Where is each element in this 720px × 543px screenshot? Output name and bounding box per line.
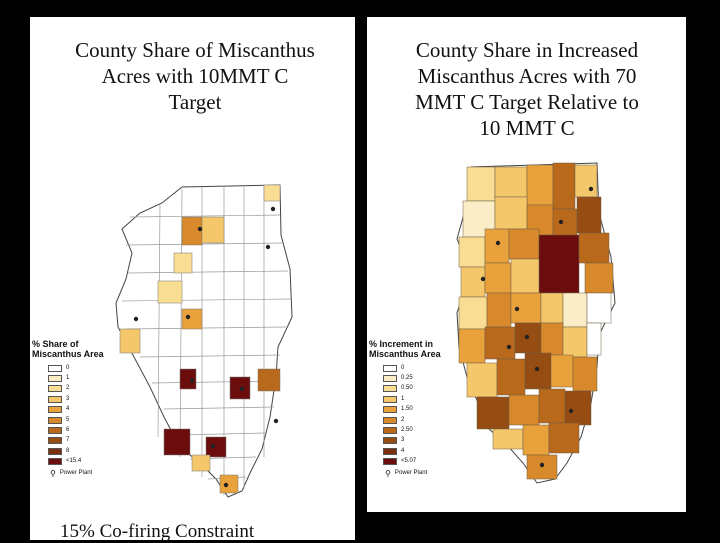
left-legend xyxy=(32,339,104,478)
legend-swatch xyxy=(383,385,397,392)
county xyxy=(158,281,182,303)
legend-label: 3 xyxy=(401,437,405,444)
legend-row xyxy=(48,446,104,456)
legend-swatch xyxy=(383,396,397,403)
legend-row xyxy=(383,384,441,394)
legend-swatch xyxy=(48,406,62,413)
county xyxy=(182,309,202,329)
right-power-plant-label: Power Plant xyxy=(394,469,428,476)
legend-swatch xyxy=(383,448,397,455)
legend-label: 5 xyxy=(66,416,70,423)
legend-label: 4 xyxy=(66,406,70,413)
legend-row xyxy=(48,363,104,373)
legend-swatch xyxy=(383,427,397,434)
legend-row xyxy=(48,373,104,383)
county xyxy=(220,475,238,493)
legend-row xyxy=(383,436,441,446)
legend-label: 7 xyxy=(66,437,70,444)
county xyxy=(258,369,280,391)
legend-row xyxy=(383,425,441,435)
legend-row xyxy=(383,363,441,373)
legend-swatch xyxy=(48,365,62,372)
legend-label: 0.25 xyxy=(401,375,413,382)
legend-label: 0 xyxy=(66,364,70,371)
legend-label: <5.07 xyxy=(401,458,417,465)
legend-row xyxy=(48,394,104,404)
legend-row xyxy=(48,425,104,435)
power-plant-icon: ⚲ xyxy=(385,468,391,478)
county xyxy=(180,369,196,389)
right-map-panel xyxy=(367,17,686,512)
legend-label: 2 xyxy=(401,416,405,423)
legend-label: 0 xyxy=(401,364,405,371)
legend-row xyxy=(48,436,104,446)
county xyxy=(264,185,280,201)
legend-swatch xyxy=(383,437,397,444)
caption: 15% Co-firing Constraint xyxy=(60,521,255,542)
legend-label: 3 xyxy=(66,395,70,402)
legend-swatch xyxy=(383,458,397,465)
county xyxy=(164,429,190,455)
legend-swatch xyxy=(48,375,62,382)
legend-row xyxy=(383,446,441,456)
legend-swatch xyxy=(383,375,397,382)
county xyxy=(192,455,210,471)
right-legend xyxy=(369,339,441,478)
legend-swatch xyxy=(383,406,397,413)
left-power-plant-label: Power Plant xyxy=(59,469,93,476)
legend-swatch xyxy=(48,437,62,444)
legend-label: 2 xyxy=(66,385,70,392)
county xyxy=(206,437,226,457)
legend-swatch xyxy=(48,458,62,465)
power-plant-icon: ⚲ xyxy=(50,468,56,478)
legend-label: 0.50 xyxy=(401,385,413,392)
county xyxy=(230,377,250,399)
legend-row xyxy=(383,415,441,425)
county xyxy=(182,217,202,245)
left-legend-title: % Share of Miscanthus Area xyxy=(32,339,104,359)
legend-label: <15.4 xyxy=(66,458,82,465)
legend-swatch xyxy=(383,365,397,372)
county xyxy=(202,217,224,243)
legend-label: 2.50 xyxy=(401,427,413,434)
legend-row xyxy=(383,405,441,415)
legend-swatch xyxy=(383,417,397,424)
legend-row xyxy=(48,405,104,415)
legend-label: 8 xyxy=(66,447,70,454)
legend-swatch xyxy=(48,448,62,455)
left-map-title: County Share of Miscanthus Acres with 10MMT C Target xyxy=(75,38,315,114)
legend-swatch xyxy=(48,385,62,392)
legend-swatch xyxy=(48,396,62,403)
legend-label: 4 xyxy=(401,447,405,454)
legend-row xyxy=(383,394,441,404)
right-map-title: County Share in Increased Miscanthus Acres with 70 MMT C Target Relative to 10 MMT C xyxy=(415,38,639,140)
legend-row xyxy=(383,373,441,383)
legend-label: 1 xyxy=(401,395,405,402)
right-legend-title: % Increment in Miscanthus Area xyxy=(369,339,441,359)
legend-label: 1.50 xyxy=(401,406,413,413)
county xyxy=(174,253,192,273)
legend-label: 6 xyxy=(66,427,70,434)
legend-label: 1 xyxy=(66,375,70,382)
left-map-panel xyxy=(30,17,355,540)
legend-swatch xyxy=(48,417,62,424)
legend-swatch xyxy=(48,427,62,434)
legend-row xyxy=(48,415,104,425)
county xyxy=(120,329,140,353)
legend-row xyxy=(48,457,104,467)
legend-row xyxy=(383,457,441,467)
legend-row xyxy=(48,384,104,394)
